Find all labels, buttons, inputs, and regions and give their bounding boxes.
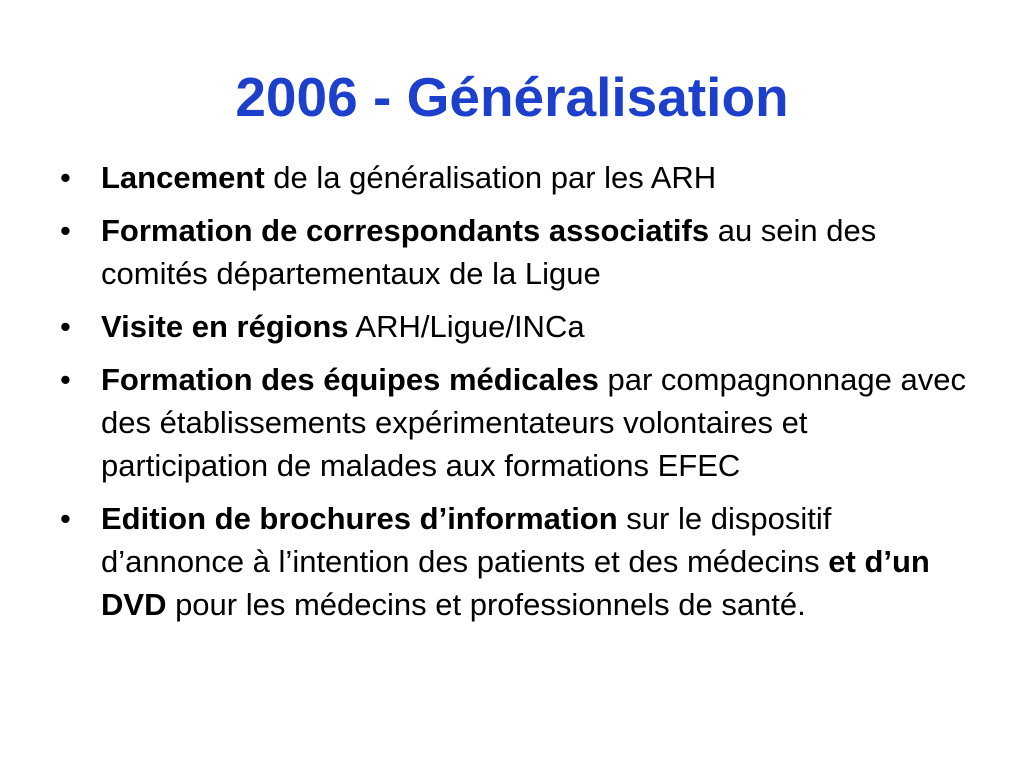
bullet-text: sur le dispositif d’annonce à l’intention des patients et des médecins — [101, 501, 832, 579]
bullet-list — [48, 156, 978, 636]
bullet-bold-text: et d’un DVD — [101, 544, 930, 622]
bullet-bold-text: Lancement — [101, 160, 265, 195]
bullet-item — [48, 497, 978, 626]
bullet-text: ARH/Ligue/INCa — [348, 309, 585, 344]
bullet-dot-icon: • — [60, 501, 71, 536]
bullet-bold-text: Visite en régions — [101, 309, 349, 344]
bullet-dot-icon: • — [60, 362, 71, 397]
bullet-bold-text: Edition de brochures d’information — [101, 501, 618, 536]
bullet-dot-icon: • — [60, 213, 71, 248]
bullet-dot-icon: • — [60, 160, 71, 195]
bullet-bold-text: Formation de correspondants associatifs — [101, 213, 710, 248]
bullet-text: au sein des comités départementaux de la Ligue — [101, 213, 877, 291]
bullet-bold-text: Formation des équipes médicales — [101, 362, 599, 397]
bullet-dot-icon: • — [60, 309, 71, 344]
bullet-item — [48, 305, 978, 348]
slide-title: 2006 - Généralisation — [235, 66, 789, 128]
bullet-item — [48, 358, 978, 487]
bullet-text: par compagnonnage avec des établissements expérimentateurs volontaires et participation de malades aux formations EFEC — [101, 362, 966, 483]
bullet-item — [48, 156, 978, 199]
bullet-item — [48, 209, 978, 295]
bullet-text: de la généralisation par les ARH — [264, 160, 717, 195]
bullet-text: pour les médecins et professionnels de santé. — [166, 587, 806, 622]
